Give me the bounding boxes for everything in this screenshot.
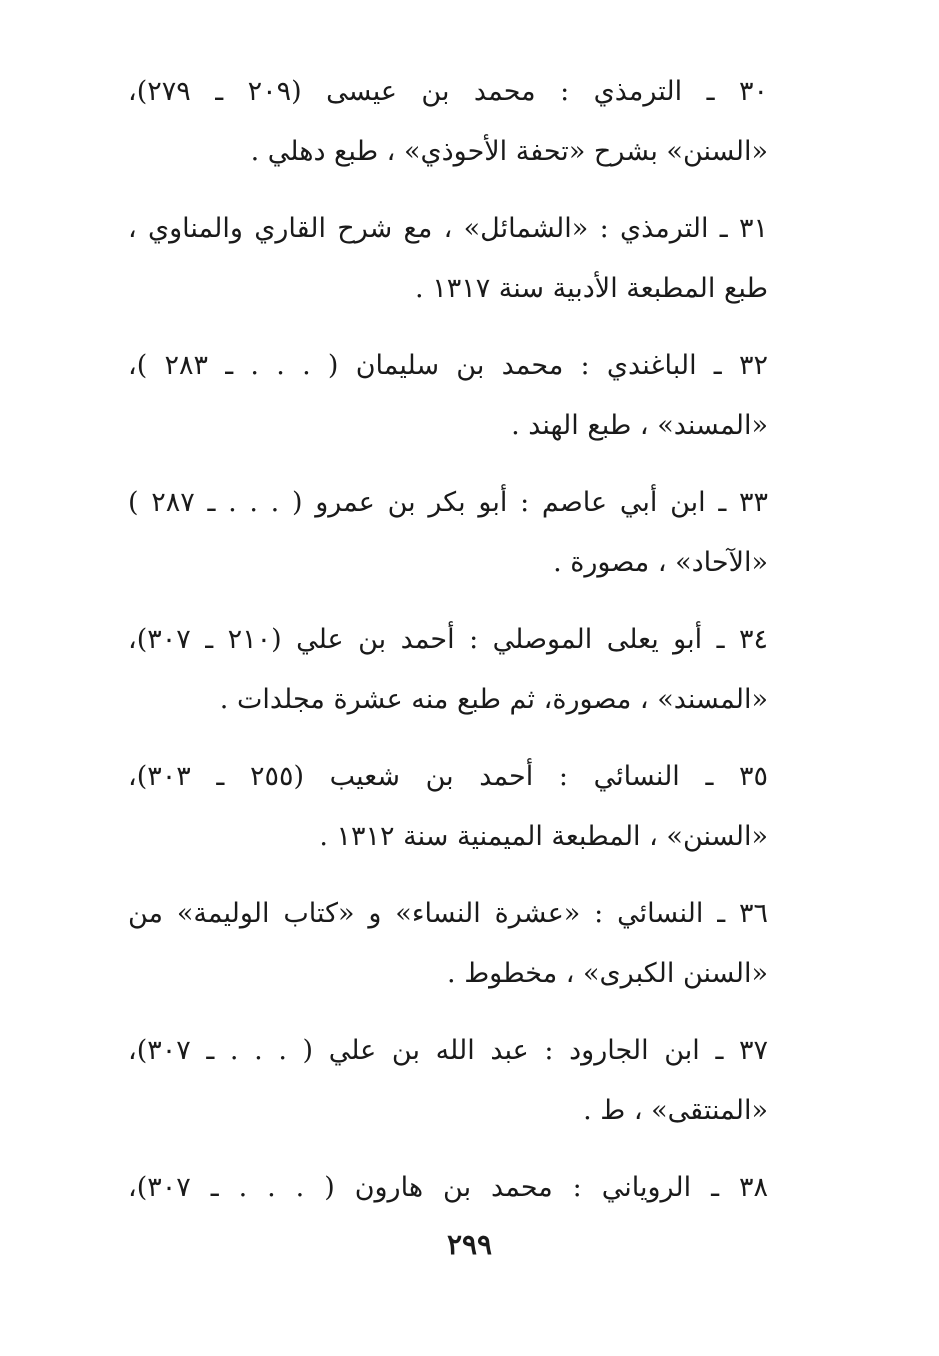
bibliography-entry-33 [128, 473, 768, 593]
bibliography-entry-35 [128, 747, 768, 867]
bibliography-entry-36 [128, 884, 768, 1004]
entry-line: «السنن» ، المطبعة الميمنية سنة ١٣١٢ . [319, 821, 768, 852]
entry-line: «السنن الكبرى» ، مخطوط . [447, 958, 768, 989]
entry-line: ٣٨ ـ الروياني : محمد بن هارون ( . . . ـ ٣٠٧)، [128, 1172, 768, 1203]
entry-line: ٣٧ ـ ابن الجارود : عبد الله بن علي ( . . . ـ ٣٠٧)، [128, 1035, 768, 1066]
bibliography-entry-37 [128, 1021, 768, 1141]
entry-line: ٣٥ ـ النسائي : أحمد بن شعيب (٢٥٥ ـ ٣٠٣)، [128, 761, 768, 792]
entry-line: «المسند» ، طبع الهند . [511, 410, 768, 441]
bibliography-entry-32 [128, 336, 768, 456]
bibliography-list [128, 62, 768, 1235]
entry-line: «السنن» بشرح «تحفة الأحوذي» ، طبع دهلي . [250, 136, 768, 167]
entry-line: ٣٢ ـ الباغندي : محمد بن سليمان ( . . . ـ ٢٨٣ )، [128, 350, 768, 381]
bibliography-entry-31 [128, 199, 768, 319]
entry-line: ٣٣ ـ ابن أبي عاصم : أبو بكر بن عمرو ( . . . ـ ٢٨٧ ) [128, 487, 768, 518]
entry-line: «الآحاد» ، مصورة . [553, 547, 768, 578]
bibliography-entry-30 [128, 62, 768, 182]
entry-line: ٣١ ـ الترمذي : «الشمائل» ، مع شرح القاري والمناوي ، [128, 213, 768, 244]
entry-line: ٣٠ ـ الترمذي : محمد بن عيسى (٢٠٩ ـ ٢٧٩)، [128, 76, 768, 107]
entry-line: «المسند» ، مصورة، ثم طبع منه عشرة مجلدات . [219, 684, 768, 715]
entry-line: ٣٦ ـ النسائي : «عشرة النساء» و «كتاب الوليمة» من [128, 898, 768, 929]
page-number: ٢٩٩ [446, 1228, 493, 1261]
bibliography-entry-34 [128, 610, 768, 730]
entry-line: طبع المطبعة الأدبية سنة ١٣١٧ . [415, 273, 768, 304]
entry-line: «المنتقى» ، ط . [583, 1095, 768, 1126]
bibliography-entry-38 [128, 1158, 768, 1218]
entry-line: ٣٤ ـ أبو يعلى الموصلي : أحمد بن علي (٢١٠ ـ ٣٠٧)، [128, 624, 768, 655]
